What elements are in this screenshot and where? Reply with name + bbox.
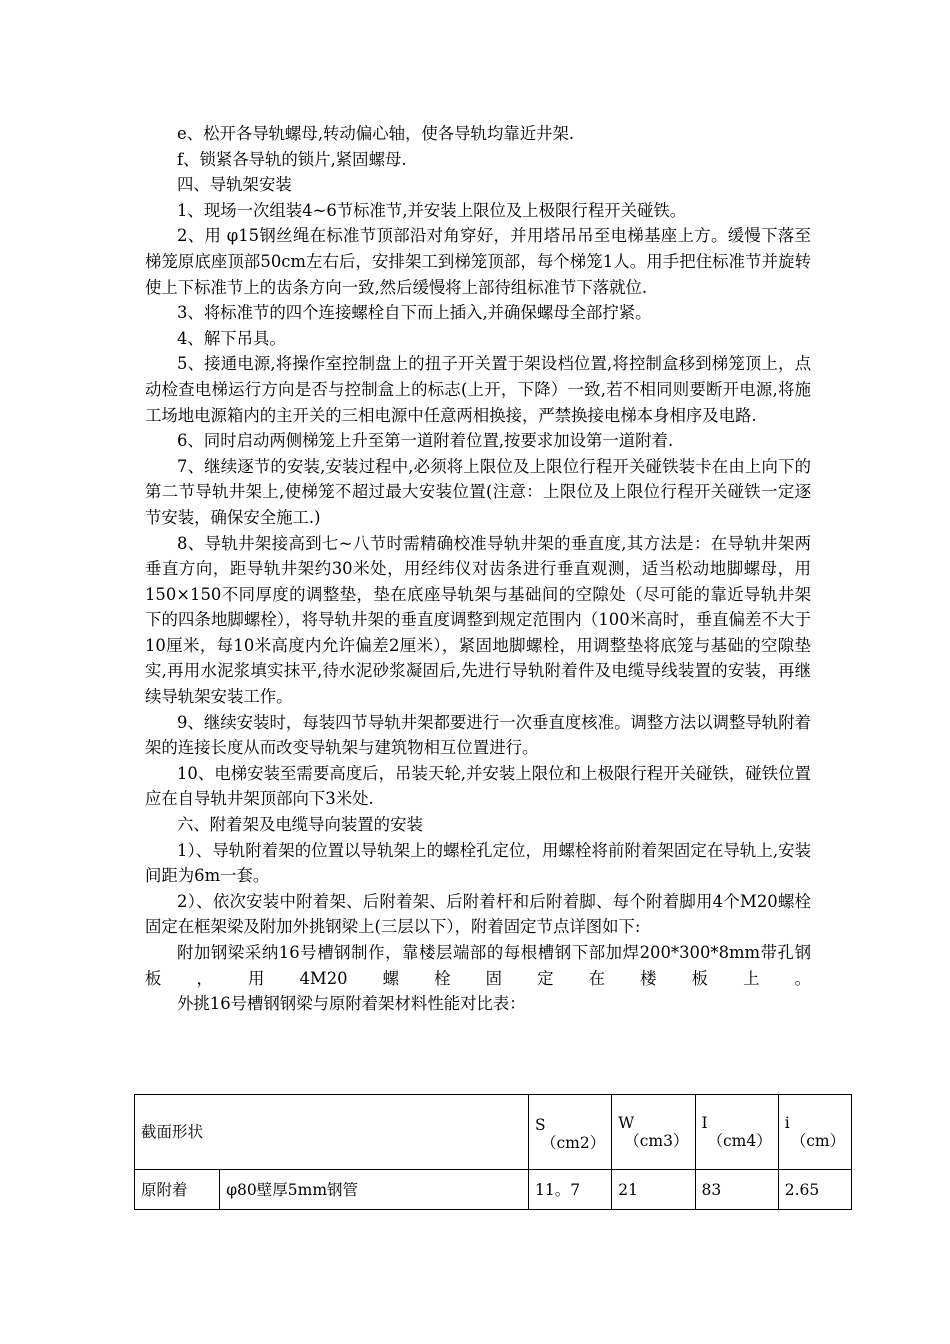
header-radius-unit: （cm）: [790, 1132, 846, 1150]
table-row: [135, 1170, 852, 1210]
header-moment-of-inertia: [695, 1095, 778, 1170]
row-section-modulus: 21: [612, 1170, 695, 1210]
paragraph: 6、同时启动两侧梯笼上升至第一道附着位置,按要求加设第一道附着.: [177, 431, 674, 451]
paragraph: 3、将标准节的四个连接螺栓自下而上插入,并确保螺母全部拧紧。: [177, 303, 652, 323]
section-heading: 六、附着架及电缆导向装置的安装: [177, 815, 423, 835]
paragraph: 10、电梯安装至需要高度后，吊装天轮,并安装上限位和上极限行程开关碰铁，碰铁位置应在自导轨井架顶部向下3米处.: [145, 763, 811, 809]
header-radius-symbol: i: [784, 1114, 790, 1132]
section-heading: 四、导轨架安装: [177, 175, 292, 195]
header-area: [529, 1095, 612, 1170]
paragraph: 5、接通电源,将操作室控制盘上的扭子开关置于架设档位置,将控制盒移到梯笼顶上，点动检查电梯运行方向是否与控制盒上的标志(上开，下降）一致,若不相同则要断开电源,将施工场地电源箱内的主开关的三相电源中任意两相换接，严禁换接电梯本身相序及电路.: [145, 354, 811, 425]
row-moment-of-inertia: 83: [695, 1170, 778, 1210]
paragraph: 1）、导轨附着架的位置以导轨架上的螺栓孔定位，用螺栓将前附着架固定在导轨上,安装间距为6m一套。: [145, 840, 811, 886]
paragraph: e、松开各导轨螺母,转动偏心轴，使各导轨均靠近井架.: [177, 124, 575, 143]
table-caption: 外挑16号槽钢钢梁与原附着架材料性能对比表：: [177, 994, 526, 1014]
row-radius-of-gyration: 2.65: [778, 1170, 851, 1210]
document-body: [145, 121, 811, 1017]
row-shape: φ80壁厚5mm钢管: [220, 1170, 529, 1210]
header-section-shape: 截面形状: [135, 1095, 529, 1170]
header-area-symbol: S: [535, 1116, 546, 1134]
paragraph: 9、继续安装时，每装四节导轨井架都要进行一次垂直度核准。调整方法以调整导轨附着架的连接长度从而改变导轨架与建筑物相互位置进行。: [145, 712, 811, 758]
header-section-modulus: [612, 1095, 695, 1170]
paragraph: 2、用 φ15钢丝绳在标准节顶部沿对角穿好，并用塔吊吊至电梯基座上方。缓慢下落至梯笼原底座顶部50cm左右后，安排架工到梯笼顶部，每个梯笼1人。用手把住标准节并旋转使上下标准节上的齿条方向一致,然后缓慢将上部待组标准节下落就位.: [145, 226, 811, 297]
paragraph: 1、现场一次组装4~6节标准节,并安装上限位及上极限行程开关碰铁。: [177, 200, 687, 220]
paragraph: 2）、依次安装中附着架、后附着架、后附着杆和后附着脚、每个附着脚用4个M20螺栓固定在框架梁及附加外挑钢梁上(三层以下），附着固定节点详图如下:: [145, 891, 811, 937]
paragraph: 8、导轨井架接高到七~八节时需精确校准导轨井架的垂直度,其方法是：在导轨井架两垂直方向，距导轨井架约30米处，用经纬仪对齿条进行垂直观测，适当松动地脚螺母，用150×150不同厚度的调整垫，垫在底座导轨架与基础间的空隙处（尽可能的靠近导轨井架下的四条地脚螺栓），将导轨井架的垂直度调整到规定范围内（100米高时，垂直偏差不大于10厘米，每10米高度内允许偏差2厘米），紧固地脚螺栓，用调整垫将底笼与基础的空隙垫实,再用水泥浆填实抹平,待水泥砂浆凝固后,先进行导轨附着件及电缆导线装置的安装，再继续导轨架安装工作。: [145, 533, 811, 707]
paragraph: 4、解下吊具。: [177, 328, 286, 348]
header-modulus-symbol: W: [618, 1114, 635, 1132]
header-radius-of-gyration: [778, 1095, 851, 1170]
header-modulus-unit: （cm3）: [624, 1132, 689, 1150]
table-header-row: [135, 1095, 852, 1170]
paragraph: 附加钢梁采纳16号槽钢制作，靠楼层端部的每根槽钢下部加焊200*300*8mm带孔钢板，用4M20螺栓固定在楼板上。: [145, 943, 811, 988]
paragraph: f、锁紧各导轨的锁片,紧固螺母.: [177, 149, 407, 169]
row-name: 原附着: [135, 1170, 220, 1210]
header-inertia-symbol: I: [701, 1114, 708, 1132]
header-area-unit: （cm2）: [541, 1134, 606, 1152]
paragraph: 7、继续逐节的安装,安装过程中,必须将上限位及上限位行程开关碰铁装卡在由上向下的第二节导轨井架上,使梯笼不超过最大安装位置(注意：上限位及上限位行程开关碰铁一定逐节安装，确保安全施工.): [145, 456, 811, 527]
header-inertia-unit: （cm4）: [707, 1132, 772, 1150]
row-area: 11。7: [529, 1170, 612, 1210]
material-comparison-table: [134, 1094, 852, 1210]
